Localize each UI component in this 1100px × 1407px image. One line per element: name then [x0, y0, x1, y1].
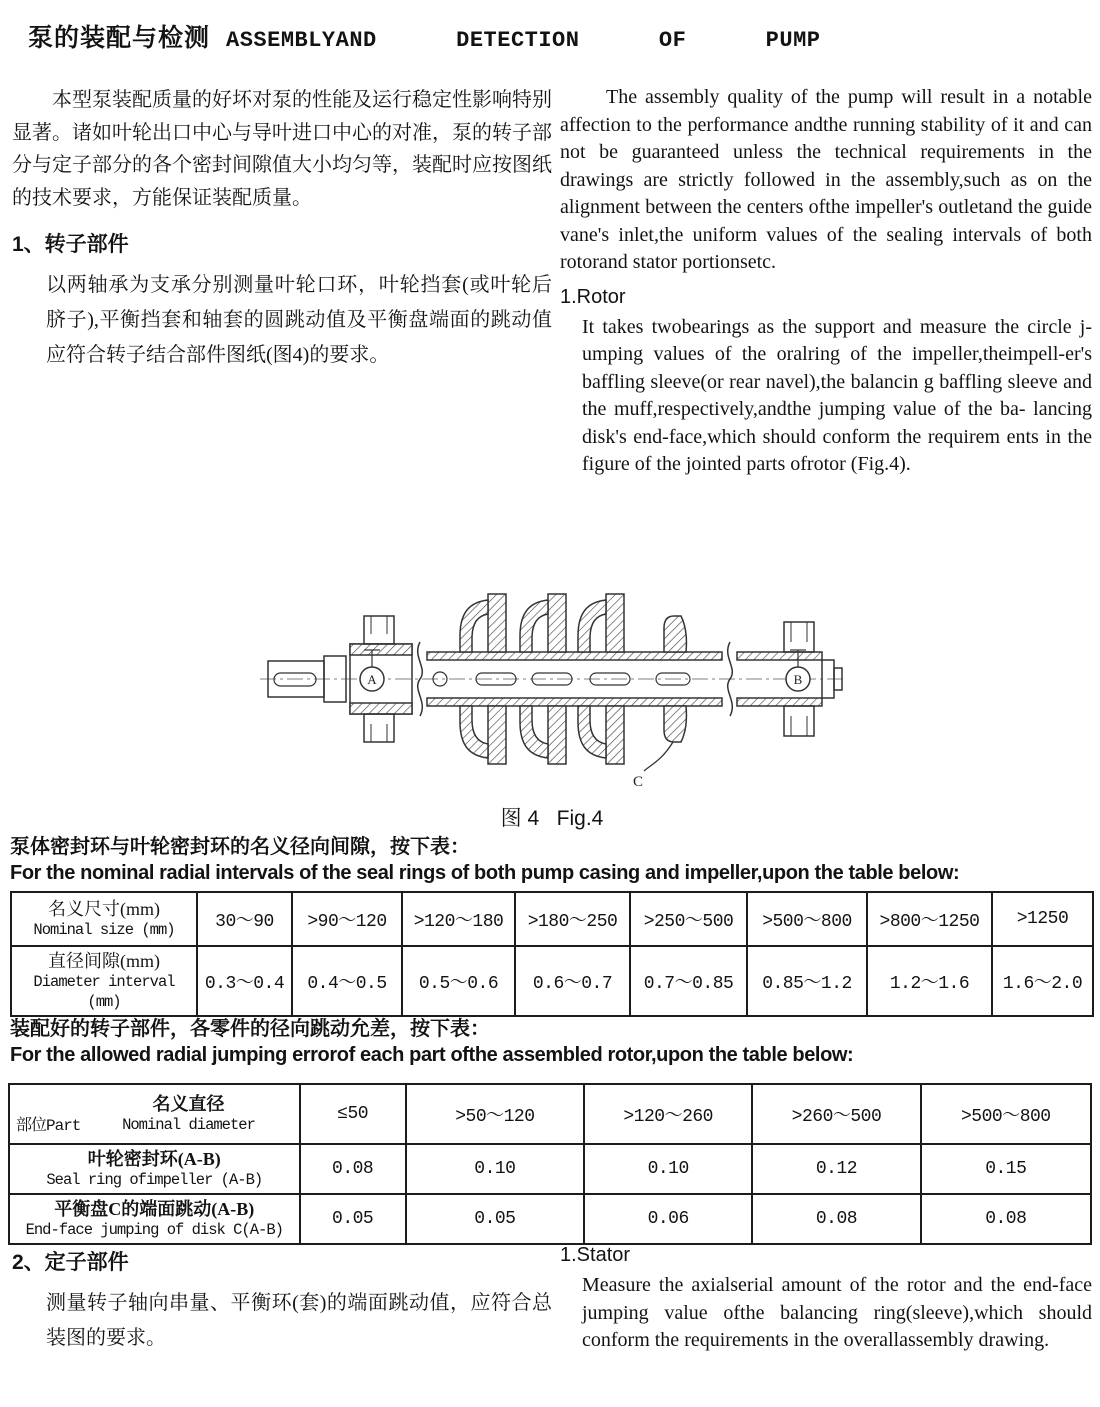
figure-caption: 图 4 Fig.4: [500, 807, 604, 830]
value-cell: 0.08: [300, 1144, 406, 1194]
table-row: [9, 1194, 1091, 1244]
figure-4: [260, 576, 844, 832]
size-cell: >800～1250: [867, 892, 992, 946]
table1-heading: [10, 834, 1094, 886]
interval-cell: 0.5～0.6: [402, 946, 515, 1016]
size-cell: >250～500: [630, 892, 747, 946]
page-title-en: ASSEMBLYAND DETECTION OF PUMP: [226, 28, 821, 53]
interval-cell: 1.6～2.0: [992, 946, 1093, 1016]
left-column: [12, 84, 552, 373]
stator-section-en: [560, 1244, 1092, 1355]
nominal-size-label-zh: 名义尺寸(mm): [48, 899, 160, 919]
col-header: >120～260: [584, 1084, 752, 1144]
intro-paragraph-zh: 本型泵装配质量的好坏对泵的性能及运行稳定性影响特别显著。诸如叶轮出口中心与导叶进口中心的对准，泵的转子部分与定子部分的各个密封间隙值大小均匀等，装配时应按图纸的技术要求，方能保证装配质量。: [12, 89, 552, 209]
section2-heading-zh: 2、定子部件: [12, 1251, 129, 1274]
interval-cell: 0.3～0.4: [197, 946, 292, 1016]
diameter-interval-label-zh: 直径间隙(mm): [48, 951, 160, 971]
disk-jumping-label-zh: 平衡盘C的端面跳动(A-B): [54, 1199, 255, 1219]
value-cell: 0.10: [584, 1144, 752, 1194]
col-header: ≤50: [300, 1084, 406, 1144]
value-cell: 0.12: [752, 1144, 920, 1194]
right-column: [560, 84, 1092, 479]
table1-heading-en: For the nominal radial intervals of the seal rings of both pump casing and impeller,upon the table below:: [10, 862, 960, 884]
seal-ring-label-en: Seal ring ofimpeller (A-B): [46, 1171, 263, 1189]
value-cell: 0.08: [921, 1194, 1091, 1244]
table1-heading-zh: 泵体密封环与叶轮密封环的名义径向间隙，按下表：: [10, 836, 470, 858]
nominal-diameter-en: Nominal diameter: [122, 1116, 255, 1134]
value-cell: 0.15: [921, 1144, 1091, 1194]
figure-label-b: B: [793, 672, 803, 687]
size-cell: >90～120: [292, 892, 402, 946]
page-title: [28, 18, 820, 54]
corner-cell: [9, 1084, 300, 1144]
size-cell: >1250: [992, 892, 1093, 946]
table2-heading-zh: 装配好的转子部件，各零件的径向跳动允差，按下表：: [10, 1018, 490, 1040]
table-header-row: [9, 1084, 1091, 1144]
value-cell: 0.06: [584, 1194, 752, 1244]
disk-jumping-label-en: End-face jumping of disk C(A-B): [25, 1221, 283, 1239]
table2-heading-en: For the allowed radial jumping errorof each part ofthe assembled rotor,upon the table below:: [10, 1044, 854, 1066]
interval-cell: 0.4～0.5: [292, 946, 402, 1016]
row-label: [9, 1194, 300, 1244]
section1-body-zh: 以两轴承为支承分别测量叶轮口环，叶轮挡套(或叶轮后脐子),平衡挡套和轴套的圆跳动值及平衡盘端面的跳动值应符合转子结合部件图纸(图4)的要求。: [46, 274, 552, 366]
nominal-size-label-en: Nominal size (mm): [33, 921, 175, 939]
table-row: [11, 946, 1093, 1016]
diameter-interval-label-en: Diameter interval (mm): [33, 973, 175, 1011]
rotor-heading: 1.Rotor: [560, 285, 626, 308]
table2-heading: [10, 1016, 1094, 1068]
page-title-zh: 泵的装配与检测: [28, 24, 211, 52]
value-cell: 0.05: [406, 1194, 584, 1244]
value-cell: 0.08: [752, 1194, 920, 1244]
row-label: [11, 946, 197, 1016]
figure-label-c: C: [632, 774, 644, 790]
stator-heading: 1.Stator: [560, 1244, 631, 1266]
rotor-body: It takes twobearings as the support and measure the circle j- umping values of the oralring of the impeller,theimpell-er's baffling sleeve(or rear navel),the balancin g baffling sleeve and the muff,respectively,andthe jumping value of the ba- lancing disk's end-face,which should conform the requirem ents in the figure of the jointed parts ofrotor (Fig.4).: [582, 315, 1092, 475]
size-cell: >120～180: [402, 892, 515, 946]
nominal-diameter-label: [80, 1093, 296, 1135]
col-header: >500～800: [921, 1084, 1091, 1144]
seal-ring-interval-table: [10, 891, 1094, 1017]
table-row: [11, 892, 1093, 946]
size-cell: 30～90: [197, 892, 292, 946]
figure-label-a: A: [367, 672, 377, 687]
size-cell: >180～250: [515, 892, 630, 946]
section1-heading-zh: 1、转子部件: [12, 233, 129, 256]
col-header: >260～500: [752, 1084, 920, 1144]
table-row: [9, 1144, 1091, 1194]
interval-cell: 0.85～1.2: [747, 946, 867, 1016]
stator-body: Measure the axialserial amount of the rotor and the end-face jumping value ofthe balancing ring(sleeve),which should conform the requirements in the overallassembly drawing.: [582, 1274, 1092, 1351]
interval-cell: 0.6～0.7: [515, 946, 630, 1016]
part-label: 部位Part: [16, 1117, 81, 1135]
section2-body-zh: 测量转子轴向串量、平衡环(套)的端面跳动值，应符合总装图的要求。: [46, 1292, 552, 1349]
row-label: [9, 1144, 300, 1194]
interval-cell: 1.2～1.6: [867, 946, 992, 1016]
seal-ring-label-zh: 叶轮密封环(A-B): [87, 1149, 221, 1169]
interval-cell: 0.7～0.85: [630, 946, 747, 1016]
size-cell: >500～800: [747, 892, 867, 946]
radial-jumping-error-table: [8, 1083, 1092, 1245]
rotor-drawing: [260, 576, 844, 791]
stator-section-zh: [12, 1246, 552, 1356]
value-cell: 0.10: [406, 1144, 584, 1194]
nominal-diameter-zh: 名义直径: [152, 1094, 225, 1114]
col-header: >50～120: [406, 1084, 584, 1144]
value-cell: 0.05: [300, 1194, 406, 1244]
row-label: [11, 892, 197, 946]
intro-paragraph-en: The assembly quality of the pump will result in a notable affection to the performance andthe running stability of it and can not be guaranteed unless the technical requirements in the drawings are strictly followed in the assembly,such as on the alignment between the centers ofthe impeller's outletand the guide vane's inlet,the uniform values of the sealing intervals of both rotorand stator portionsetc.: [560, 86, 1092, 273]
